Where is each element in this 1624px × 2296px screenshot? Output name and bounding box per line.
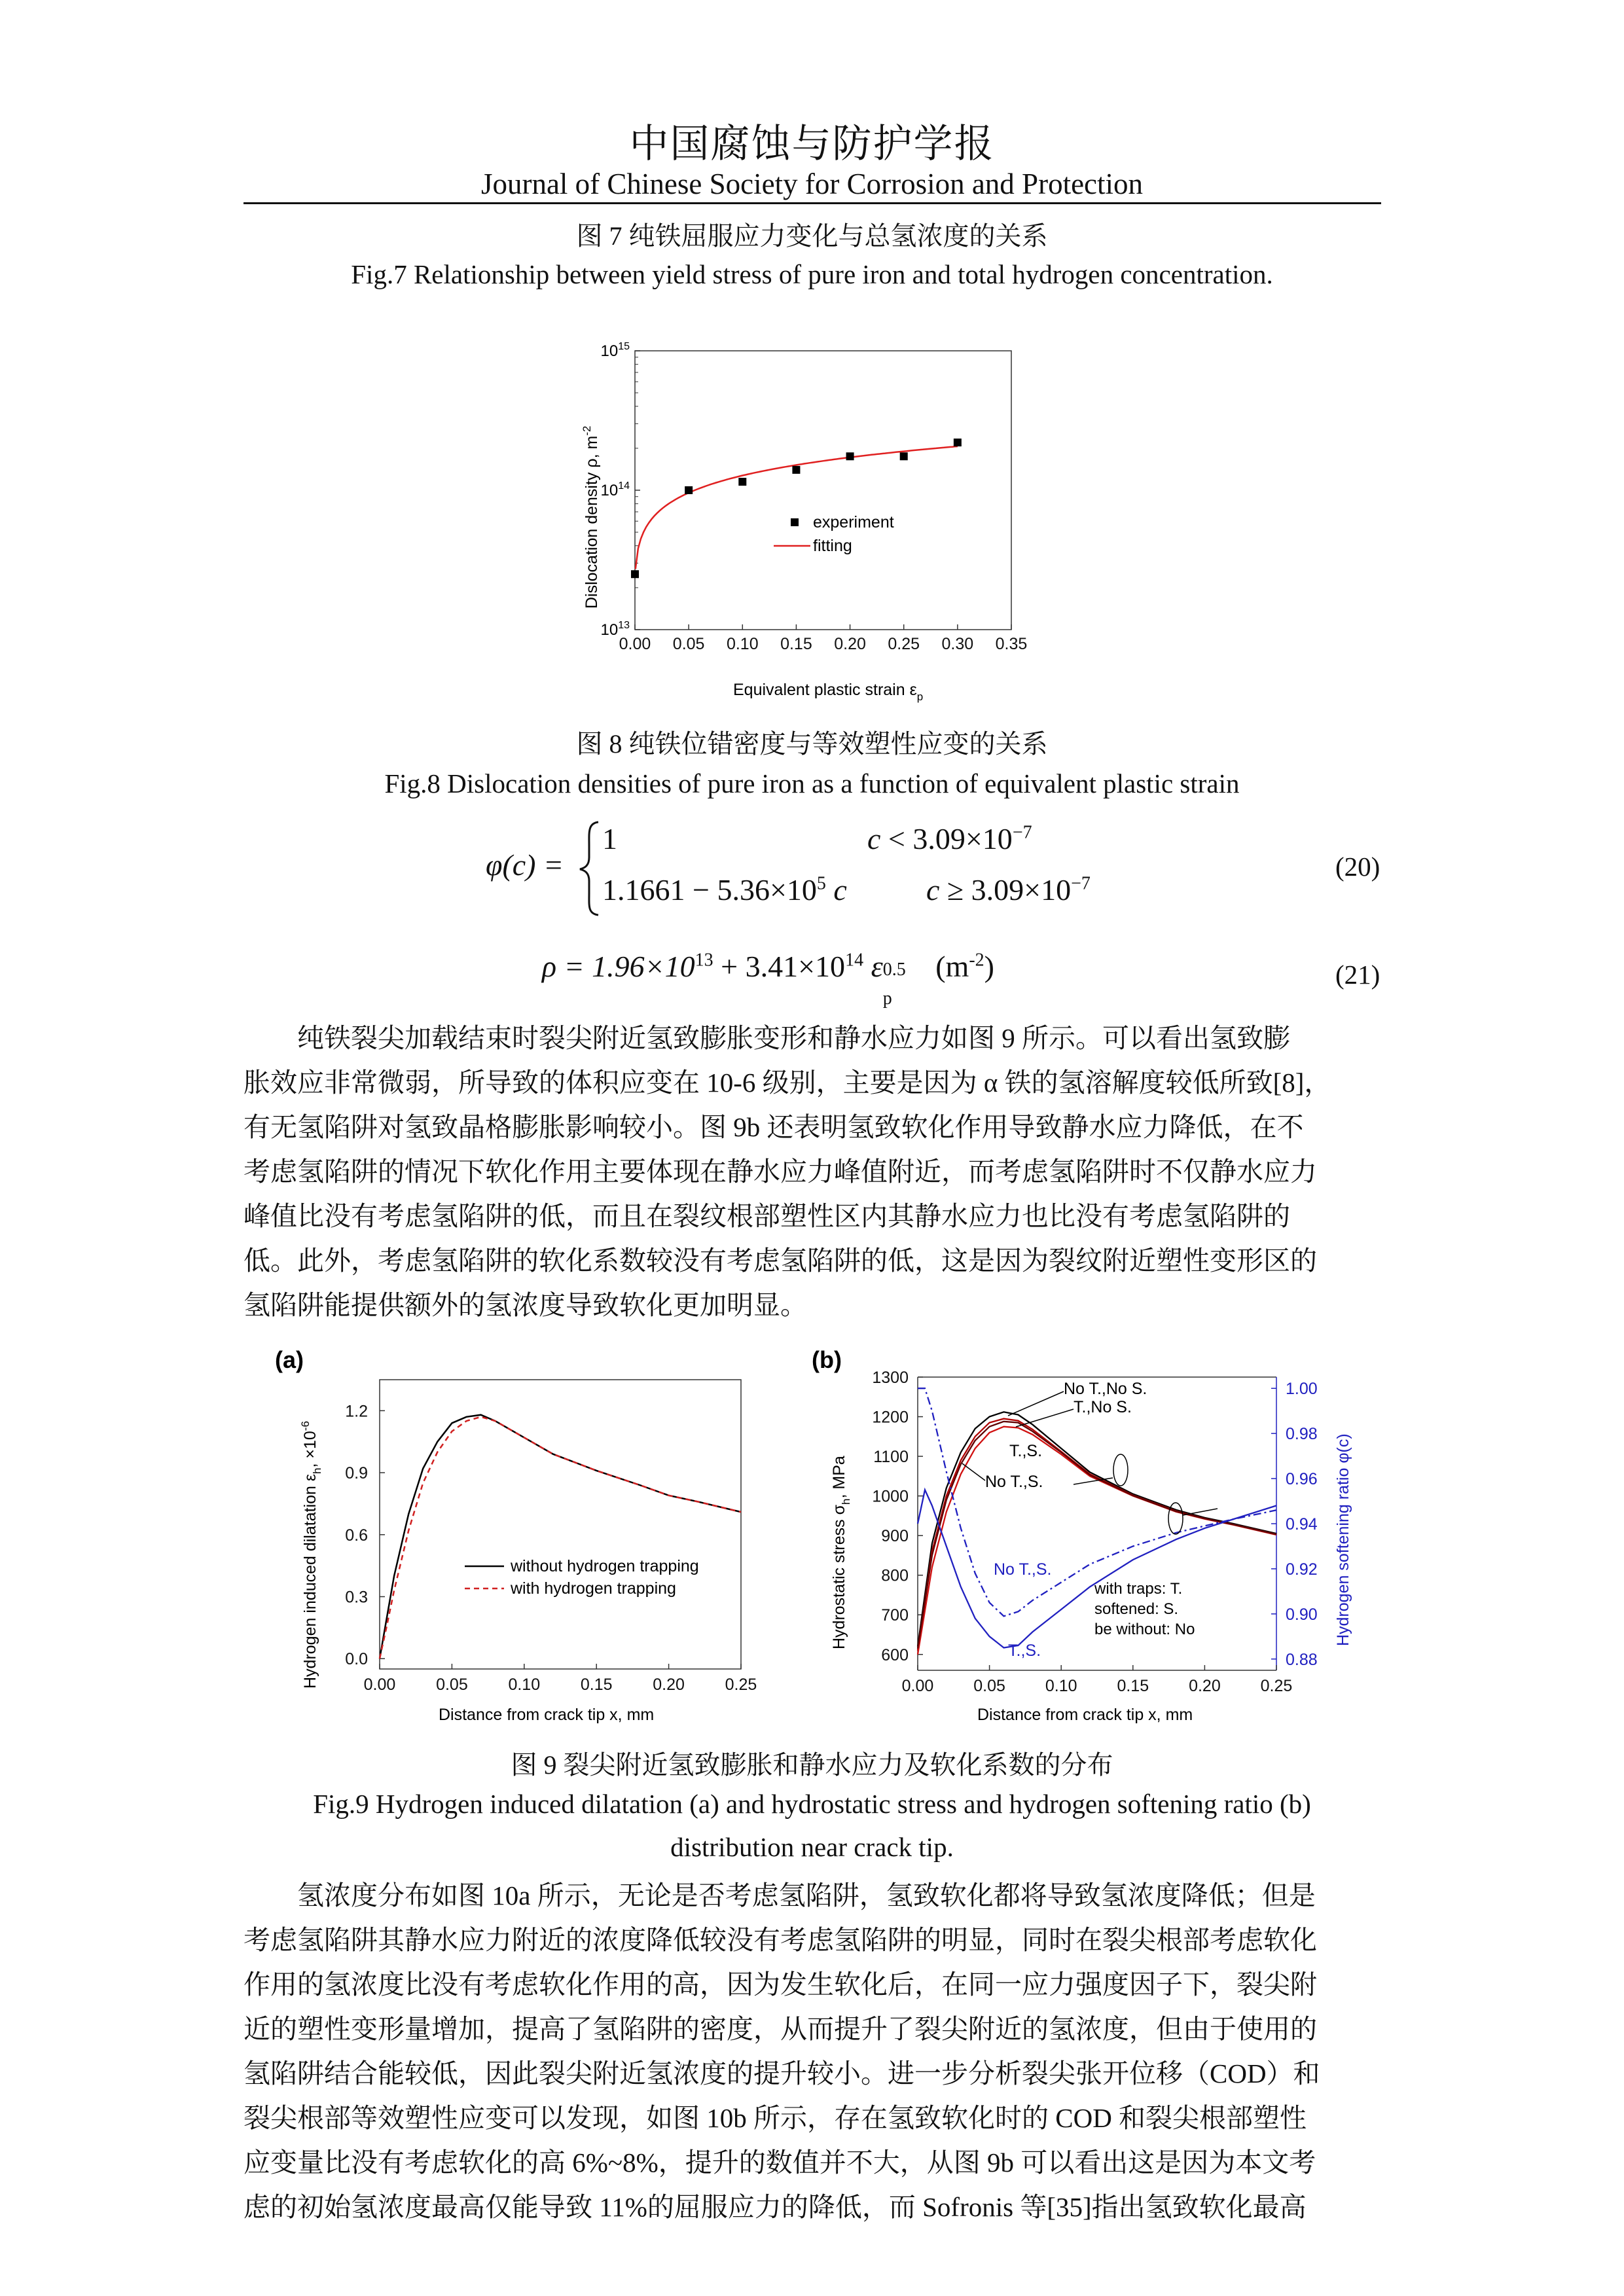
fitting-curve xyxy=(636,446,958,569)
plot-frame xyxy=(380,1380,741,1669)
x-tick-label: 0.30 xyxy=(941,635,974,653)
y-tick-label: 0.0 xyxy=(345,1650,368,1669)
eq20-number: (20) xyxy=(1335,852,1380,882)
paragraph-1 xyxy=(244,1016,1382,1327)
fig9a-ylabel: Hydrogen induced dilatation $\varepsilon_h$, $\times 10^{-6}$ xyxy=(299,1421,323,1689)
annotation-t-s-blue: T.,S. xyxy=(1008,1641,1041,1660)
experiment-point xyxy=(792,466,800,474)
annotation-t-s: T.,S. xyxy=(1009,1442,1043,1460)
fig9b-panel-label: (b) xyxy=(812,1346,842,1373)
experiment-point xyxy=(954,439,962,446)
paragraph-line: 近的塑性变形量增加，提高了氢陷阱的密度，从而提升了裂尖附近的氢浓度，但由于使用的 xyxy=(244,2014,1317,2044)
fig7-caption-en: Fig.7 Relationship between yield stress of pure iron and total hydrogen concentration. xyxy=(351,259,1273,289)
fig8-ylabel: Dislocation density ρ, $m^{-2}$ xyxy=(581,425,601,609)
y-tick-label: 1000 xyxy=(872,1487,909,1506)
annotation-no-t-s-blue: No T.,S. xyxy=(994,1560,1052,1579)
eq20-case1-value: 1 xyxy=(602,822,617,855)
y-tick-label: 700 xyxy=(881,1606,909,1625)
legend-experiment-label: experiment xyxy=(813,513,894,531)
series-line xyxy=(380,1415,741,1659)
eq20-brace xyxy=(576,819,602,918)
experiment-point xyxy=(631,570,639,578)
x-tick-label: 0.20 xyxy=(653,1676,685,1694)
eq21: $\rho = 1.96\times 10^{13} + 3.41\times 10^{14}$ ε 0.5 p $(m^{-2})$ xyxy=(542,950,994,1009)
experiment-point xyxy=(900,452,908,460)
y-tick-label: $10^{13}$ xyxy=(600,620,630,639)
x-tick-label: 0.05 xyxy=(436,1676,468,1694)
paragraph-line: 低。此外，考虑氢陷阱的软化系数较没有考虑氢陷阱的低，这是因为裂纹附近塑性变形区的 xyxy=(244,1246,1317,1276)
y-tick-label: 1.2 xyxy=(345,1402,368,1421)
paragraph-line: 裂尖根部等效塑性应变可以发现，如图 10b 所示，存在氢致软化时的 COD 和裂尖根部塑性 xyxy=(244,2103,1307,2133)
legend-experiment-marker xyxy=(791,518,799,526)
paragraph-line: 胀效应非常微弱，所导致的体积应变在 10-6 级别，主要是因为 α 铁的氢溶解度较低所致[8]， xyxy=(244,1067,1331,1098)
eq20-case2-condition: $c \ge 3.09\times 10^{-7}$ xyxy=(926,873,1091,906)
y-tick-label: 1300 xyxy=(872,1369,909,1387)
note-line-1: with traps: T. xyxy=(1094,1580,1183,1598)
eq20-lhs: φ(c) = xyxy=(486,848,564,882)
y-tick-label: $10^{14}$ xyxy=(600,480,630,499)
paragraph-line: 氢陷阱能提供额外的氢浓度导致软化更加明显。 xyxy=(244,1290,807,1320)
fig9a-panel-label: (a) xyxy=(275,1346,304,1373)
x-tick-label: 0.20 xyxy=(834,635,866,653)
fig9b-annotations xyxy=(962,1380,1218,1660)
legend-with-trapping-label: with hydrogen trapping xyxy=(511,1579,676,1598)
fig8-legend xyxy=(774,513,894,555)
header-rule xyxy=(244,202,1381,204)
y2-tick-label: 0.92 xyxy=(1286,1560,1318,1579)
y-tick-label: 1100 xyxy=(873,1448,909,1467)
x-tick-label: 0.05 xyxy=(973,1677,1005,1695)
paragraph-line: 虑的初始氢浓度最高仅能导致 11%的屈服应力的降低，而 Sofronis 等[35]指出氢致软化最高 xyxy=(244,2192,1307,2222)
annotation-pointer xyxy=(962,1463,985,1480)
eq21-number: (21) xyxy=(1335,960,1380,990)
annotation-no-t-s: No T.,S. xyxy=(985,1473,1043,1491)
series-line xyxy=(380,1417,741,1659)
fig8-caption-en: Fig.8 Dislocation densities of pure iron as a function of equivalent plastic strain xyxy=(384,768,1240,798)
y2-tick-label: 0.88 xyxy=(1286,1650,1318,1669)
eq20-case2-value: $1.1661 - 5.36\times 10^5$ c xyxy=(602,873,847,906)
paragraph-line: 作用的氢浓度比没有考虑软化作用的高，因为发生软化后，在同一应力强度因子下，裂尖附 xyxy=(244,1969,1317,2000)
fig9a-xlabel: Distance from crack tip x, mm xyxy=(439,1706,655,1724)
y-tick-label: 800 xyxy=(881,1566,909,1585)
fig9b-ylabel: Hydrostatic stress $\sigma_h$, MPa xyxy=(830,1456,852,1649)
fig9a-legend xyxy=(465,1557,699,1598)
legend-without-trapping-label: without hydrogen trapping xyxy=(511,1557,699,1575)
y-tick-label: 600 xyxy=(881,1645,909,1664)
fig9a-chart xyxy=(275,1342,772,1734)
paragraph-line: 有无氢陷阱对氢致晶格膨胀影响较小。图 9b 还表明氢致软化作用导致静水应力降低，在不 xyxy=(244,1112,1304,1142)
x-tick-label: 0.15 xyxy=(780,635,812,653)
fig8-caption-cn: 图 8 纯铁位错密度与等效塑性应变的关系 xyxy=(576,729,1048,759)
y2-tick-label: 1.00 xyxy=(1286,1380,1318,1399)
fig9-caption-cn: 图 9 裂尖附近氢致膨胀和静水应力及软化系数的分布 xyxy=(511,1750,1113,1780)
eq20-case1-condition: $c < 3.09\times 10^{-7}$ xyxy=(867,822,1032,855)
experiment-point xyxy=(738,478,746,486)
annotation-t-no-s: T.,No S. xyxy=(1074,1398,1132,1416)
curve-group-ellipse-left xyxy=(1113,1454,1128,1486)
annotation-pointer xyxy=(1183,1509,1218,1515)
x-tick-label: 0.15 xyxy=(580,1676,613,1694)
paragraph-line: 纯铁裂尖加载结束时裂尖附近氢致膨胀变形和静水应力如图 9 所示。可以看出氢致膨 xyxy=(244,1023,1290,1053)
experiment-point xyxy=(685,486,693,494)
x-tick-label: 0.35 xyxy=(995,635,1028,653)
paragraph-line: 氢陷阱结合能较低，因此裂尖附近氢浓度的提升较小。进一步分析裂尖张开位移（COD）和 xyxy=(244,2058,1320,2089)
legend-fitting-label: fitting xyxy=(813,537,852,555)
annotation-pointer xyxy=(1008,1391,1064,1416)
note-line-2: softened: S. xyxy=(1094,1600,1179,1618)
y-tick-label: 0.6 xyxy=(345,1526,368,1545)
y-tick-label: 1200 xyxy=(872,1408,909,1427)
x-tick-label: 0.10 xyxy=(726,635,759,653)
x-tick-label: 0.00 xyxy=(619,635,651,653)
y-tick-label: $10^{15}$ xyxy=(600,341,630,360)
y2-tick-label: 0.90 xyxy=(1286,1605,1318,1624)
annotation-pointer xyxy=(1016,1409,1074,1427)
fig9b-ylabel-right: Hydrogen softening ratio φ(c) xyxy=(1334,1433,1352,1646)
experiment-point xyxy=(846,452,854,460)
x-tick-label: 0.25 xyxy=(888,635,920,653)
y-tick-label: 900 xyxy=(881,1527,909,1546)
paragraph-line: 峰值比没有考虑氢陷阱的低，而且在裂纹根部塑性区内其静水应力也比没有考虑氢陷阱的 xyxy=(244,1201,1290,1231)
x-tick-label: 0.10 xyxy=(1045,1677,1077,1695)
x-tick-label: 0.25 xyxy=(1260,1677,1293,1695)
paragraph-2 xyxy=(244,1873,1382,2229)
x-tick-label: 0.10 xyxy=(508,1676,541,1694)
note-line-3: be without: No xyxy=(1094,1621,1195,1638)
fig9-caption-en-line1: Fig.9 Hydrogen induced dilatation (a) and hydrostatic stress and hydrogen softening ratio (b) xyxy=(313,1789,1311,1819)
y-tick-label: 0.3 xyxy=(345,1588,368,1607)
annotation-no-t-no-s: No T.,No S. xyxy=(1064,1380,1147,1398)
paragraph-line: 考虑氢陷阱的情况下软化作用主要体现在静水应力峰值附近，而考虑氢陷阱时不仅静水应力 xyxy=(244,1157,1317,1187)
fig7-caption-cn: 图 7 纯铁屈服应力变化与总氢浓度的关系 xyxy=(576,221,1048,251)
fig8-chart xyxy=(563,327,1060,713)
x-tick-label: 0.20 xyxy=(1189,1677,1221,1695)
fig9-caption-en-line2: distribution near crack tip. xyxy=(670,1832,954,1862)
x-tick-label: 0.00 xyxy=(363,1676,396,1694)
fig8-xlabel: Equivalent plastic strain $\varepsilon_p$ xyxy=(733,681,924,703)
paragraph-line: 考虑氢陷阱其静水应力附近的浓度降低较没有考虑氢陷阱的明显，同时在裂尖根部考虑软化 xyxy=(244,1925,1317,1955)
y2-tick-label: 0.96 xyxy=(1286,1470,1318,1489)
paragraph-line: 应变量比没有考虑软化的高 6%~8%，提升的数值并不大，从图 9b 可以看出这是因为本文考 xyxy=(244,2147,1316,2178)
x-tick-label: 0.25 xyxy=(725,1676,757,1694)
x-tick-label: 0.05 xyxy=(672,635,705,653)
journal-title-en: Journal of Chinese Society for Corrosion and Protection xyxy=(480,168,1144,200)
y-tick-label: 0.9 xyxy=(345,1464,368,1483)
y2-tick-label: 0.94 xyxy=(1286,1515,1318,1534)
x-tick-label: 0.00 xyxy=(901,1677,934,1695)
fig9b-chart xyxy=(812,1342,1362,1734)
journal-title-cn: 中国腐蚀与防护学报 xyxy=(629,122,995,166)
fig9b-xlabel: Distance from crack tip x, mm xyxy=(977,1706,1193,1724)
paragraph-line: 氢浓度分布如图 10a 所示，无论是否考虑氢陷阱，氢致软化都将导致氢浓度降低；但是 xyxy=(244,1880,1316,1910)
x-tick-label: 0.15 xyxy=(1117,1677,1149,1695)
curve-group-ellipse-right xyxy=(1168,1503,1183,1534)
y2-tick-label: 0.98 xyxy=(1286,1425,1318,1444)
